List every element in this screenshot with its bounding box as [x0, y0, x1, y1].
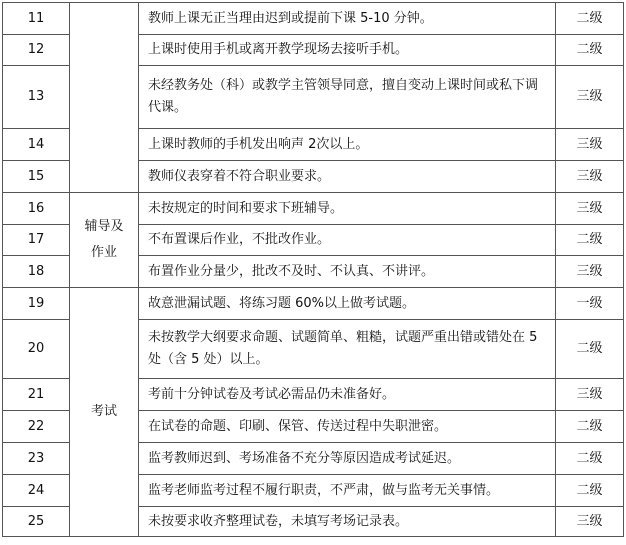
row-description: 考前十分钟试卷及考试必需品仍未准备好。 [139, 379, 556, 411]
row-number: 20 [3, 320, 70, 379]
row-description: 不布置课后作业，不批改作业。 [139, 225, 556, 256]
row-number: 13 [3, 66, 70, 129]
table-row [3, 193, 624, 225]
row-number: 16 [3, 193, 70, 225]
row-number: 14 [3, 129, 70, 161]
table-row [3, 3, 624, 35]
row-level: 三级 [556, 507, 624, 537]
row-description: 布置作业分量少，批改不及时、不认真、不讲评。 [139, 256, 556, 288]
row-level: 三级 [556, 379, 624, 411]
row-description: 教师上课无正当理由迟到或提前下课 5-10 分钟。 [139, 3, 556, 35]
row-level: 三级 [556, 161, 624, 193]
row-level: 二级 [556, 3, 624, 35]
row-description: 故意泄漏试题、将练习题 60%以上做考试题。 [139, 288, 556, 320]
row-level: 二级 [556, 411, 624, 443]
row-level: 二级 [556, 320, 624, 379]
row-level: 三级 [556, 66, 624, 129]
row-description: 教师仪表穿着不符合职业要求。 [139, 161, 556, 193]
row-number: 24 [3, 475, 70, 507]
row-level: 三级 [556, 193, 624, 225]
category-exam: 考试 [70, 288, 139, 537]
table-row [3, 288, 624, 320]
row-level: 二级 [556, 225, 624, 256]
row-level: 二级 [556, 475, 624, 507]
row-number: 18 [3, 256, 70, 288]
row-description: 未按教学大纲要求命题、试题简单、粗糙，试题严重出错或错处在 5 处（含 5 处）以上。 [139, 320, 556, 379]
row-level: 一级 [556, 288, 624, 320]
category-tutoring: 辅导及作业 [70, 193, 139, 288]
category-cell-blank [70, 3, 139, 193]
row-number: 11 [3, 3, 70, 35]
row-number: 22 [3, 411, 70, 443]
row-description: 监考教师迟到、考场准备不充分等原因造成考试延迟。 [139, 443, 556, 475]
row-description: 未按规定的时间和要求下班辅导。 [139, 193, 556, 225]
row-level: 三级 [556, 129, 624, 161]
row-description: 上课时使用手机或离开教学现场去接听手机。 [139, 35, 556, 66]
row-description: 未按要求收齐整理试卷，未填写考场记录表。 [139, 507, 556, 537]
row-description: 未经教务处（科）或教学主管领导同意，擅自变动上课时间或私下调代课。 [139, 66, 556, 129]
row-number: 23 [3, 443, 70, 475]
row-level: 二级 [556, 35, 624, 66]
row-number: 15 [3, 161, 70, 193]
row-number: 17 [3, 225, 70, 256]
row-number: 19 [3, 288, 70, 320]
row-description: 上课时教师的手机发出响声 2次以上。 [139, 129, 556, 161]
row-level: 三级 [556, 256, 624, 288]
row-number: 12 [3, 35, 70, 66]
row-level: 二级 [556, 443, 624, 475]
discipline-table [2, 2, 624, 537]
row-number: 25 [3, 507, 70, 537]
row-description: 监考老师监考过程不履行职责，不严肃，做与监考无关事情。 [139, 475, 556, 507]
row-description: 在试卷的命题、印刷、保管、传送过程中失职泄密。 [139, 411, 556, 443]
row-number: 21 [3, 379, 70, 411]
